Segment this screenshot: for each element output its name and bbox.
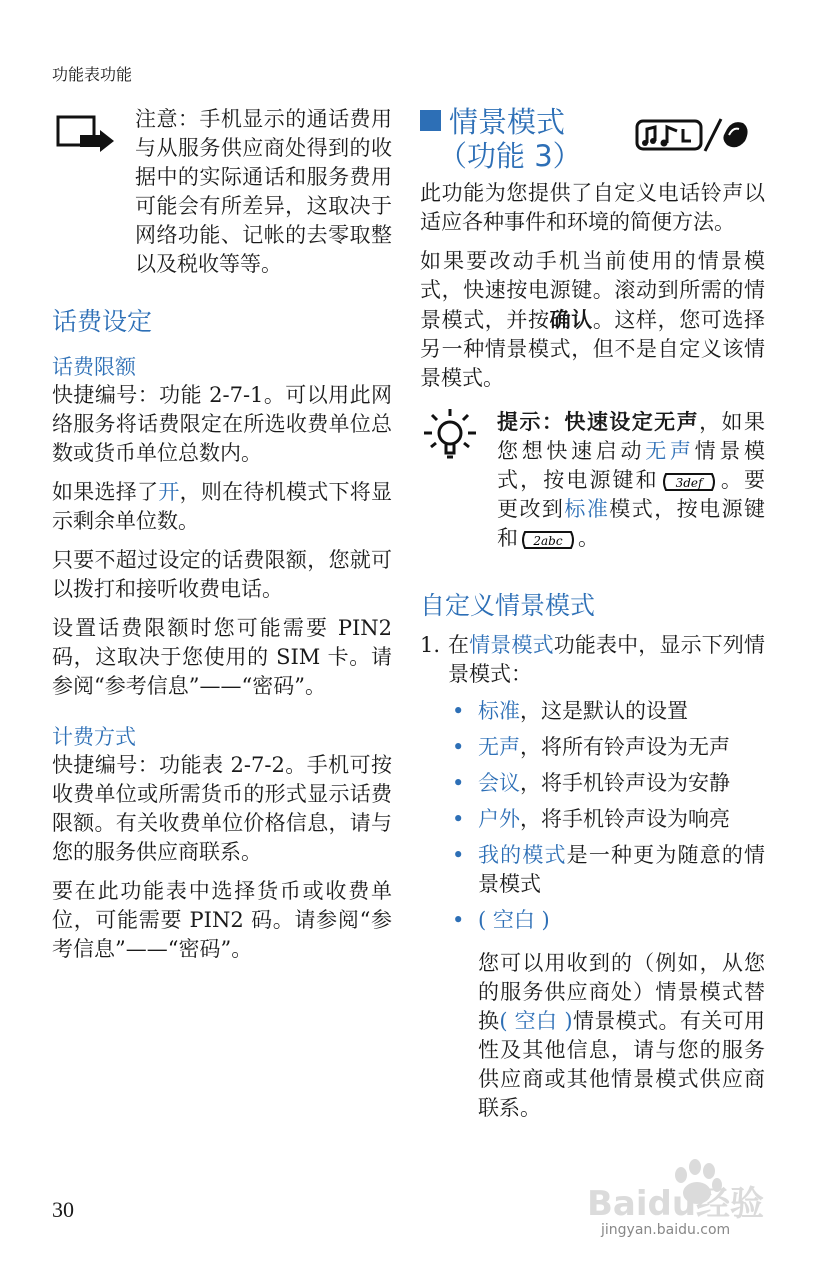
blank-profile-desc [478, 949, 765, 1123]
limit-p2-text-b: ，则在待机模式下将显示剩余单位数。 [52, 480, 393, 533]
key-2abc-icon [519, 528, 577, 552]
heading-square-icon [420, 110, 441, 131]
custom-steps-list [420, 631, 765, 1123]
profile-item [448, 841, 765, 899]
profile-desc: ，这是默认的设置 [520, 699, 688, 723]
key-3def-label: 3def [675, 475, 703, 490]
profile-desc: ，将手机铃声设为安静 [520, 771, 730, 795]
profile-name-link[interactable]: 户外 [478, 807, 520, 831]
tip-label: 提示：快速设定无声 [497, 409, 700, 434]
subsection-title-billing-method: 计费方式 [52, 725, 136, 749]
profiles-change-a: 如果要改动手机当前使用的情景模式，快速按电源键。滚动到所需的情景模式，并按 [420, 249, 765, 332]
bullet-icon: • [452, 771, 465, 795]
note-label: 注意： [135, 107, 200, 131]
bullet-icon: • [452, 735, 465, 759]
profile-name-link[interactable]: 会议 [478, 771, 520, 795]
key-3def-icon [660, 470, 718, 494]
step-item [420, 631, 765, 1123]
profile-item [448, 697, 765, 726]
profile-desc: ，将所有铃声设为无声 [520, 735, 730, 759]
note-hand-icon [56, 115, 116, 153]
profile-desc: ，将手机铃声设为响亮 [520, 807, 730, 831]
profile-name-link[interactable]: 无声 [478, 735, 520, 759]
profile-item [448, 733, 765, 762]
watermark-url: jingyan.baidu.com [601, 1222, 731, 1238]
limit-paragraph-2 [52, 478, 392, 536]
tip-text-4: 模式，按电源键和 [497, 497, 766, 550]
limit-p2-text-a: 如果选择了 [52, 480, 159, 504]
tip-text-3: 。要更改到 [497, 468, 766, 521]
confirm-label: 确认 [549, 307, 593, 332]
subsection-title-limit: 话费限额 [52, 355, 136, 379]
profile-name-link[interactable]: ( 空白 ) [478, 908, 550, 932]
profile-name-link[interactable]: 我的模式 [478, 843, 567, 867]
tip-text-5: 。 [578, 526, 599, 550]
limit-paragraph-4: 设置话费限额时您可能需要 PIN2 码，这取决于您使用的 SIM 卡。请参阅“参考信息”——“密码”。 [52, 616, 392, 698]
blank-desc-b: 情景模式。有关可用性及其他信息，请与您的服务供应商或其他情景模式供应商联系。 [478, 1009, 765, 1120]
blank-profile-link[interactable]: ( 空白 ) [499, 1009, 573, 1033]
bullet-icon: • [452, 908, 465, 932]
profiles-heading [420, 105, 765, 173]
profile-desc: 是一种更为随意的情景模式 [478, 843, 766, 896]
profiles-change [420, 247, 765, 393]
right-column [420, 105, 765, 1130]
bullet-icon: • [452, 807, 465, 831]
profile-name-link[interactable]: 标准 [478, 699, 520, 723]
bullet-icon: • [452, 843, 465, 867]
page-header: 功能表功能 [52, 65, 133, 84]
tip-block [420, 407, 765, 553]
standard-link[interactable]: 标准 [564, 497, 610, 521]
profiles-change-b: 。这样，您可选择另一种情景模式，但不是自定义该情景模式。 [420, 308, 766, 390]
left-column [52, 105, 392, 974]
tip-text-1: ，如果您想快速启动 [497, 410, 766, 463]
billing-paragraph-1: 快捷编号：功能表 2-7-2。手机可按收费单位或所需货币的形式显示话费限额。有关收费单位价格信息，请与您的服务供应商联系。 [52, 753, 392, 864]
blank-desc-a: 您可以用收到的（例如，从您的服务供应商处）情景模式替换 [478, 951, 765, 1033]
profiles-menu-icon [633, 115, 753, 155]
watermark-brand: Baidu经验 [587, 1184, 765, 1224]
bullet-icon: • [452, 699, 465, 723]
note-block [52, 105, 392, 279]
profile-item [448, 906, 765, 1123]
section-title-billing: 话费设定 [52, 307, 153, 336]
step-text-b: 功能表中，显示下列情景模式： [448, 633, 766, 686]
key-2abc-label: 2abc [533, 533, 563, 548]
profiles-title-text: 情景模式 [449, 105, 566, 139]
profiles-menu-link[interactable]: 情景模式 [469, 633, 554, 657]
profiles-title-line2: （功能 3） [438, 139, 582, 173]
limit-paragraph-1: 快捷编号：功能 2-7-1。可以用此网络服务将话费限定在所选收费单位总数或货币单位总数内。 [52, 383, 392, 465]
profile-list [448, 697, 765, 1123]
profile-item [448, 769, 765, 798]
limit-paragraph-3: 只要不超过设定的话费限额，您就可以拨打和接听收费电话。 [52, 548, 392, 601]
profile-item [448, 805, 765, 834]
silent-link[interactable]: 无声 [645, 439, 695, 463]
step-text-a: 在 [448, 633, 470, 657]
note-text: 手机显示的通话费用与从服务供应商处得到的收据中的实际通话和服务费用可能会有所差异，这取决于网络功能、记帐的去零取整以及税收等等。 [135, 107, 393, 276]
section-title-custom-profiles: 自定义情景模式 [420, 591, 596, 620]
lightbulb-icon [422, 407, 478, 465]
billing-paragraph-2: 要在此功能表中选择货币或收费单位，可能需要 PIN2 码。请参阅“参考信息”——“密码”。 [52, 879, 392, 961]
step-number: 1. [420, 633, 441, 657]
on-link[interactable]: 开 [158, 480, 180, 504]
profiles-intro: 此功能为您提供了自定义电话铃声以适应各种事件和环境的简便方法。 [420, 181, 765, 234]
tip-text-2: 情景模式，按电源键和 [497, 439, 766, 492]
page-number: 30 [52, 1197, 74, 1222]
